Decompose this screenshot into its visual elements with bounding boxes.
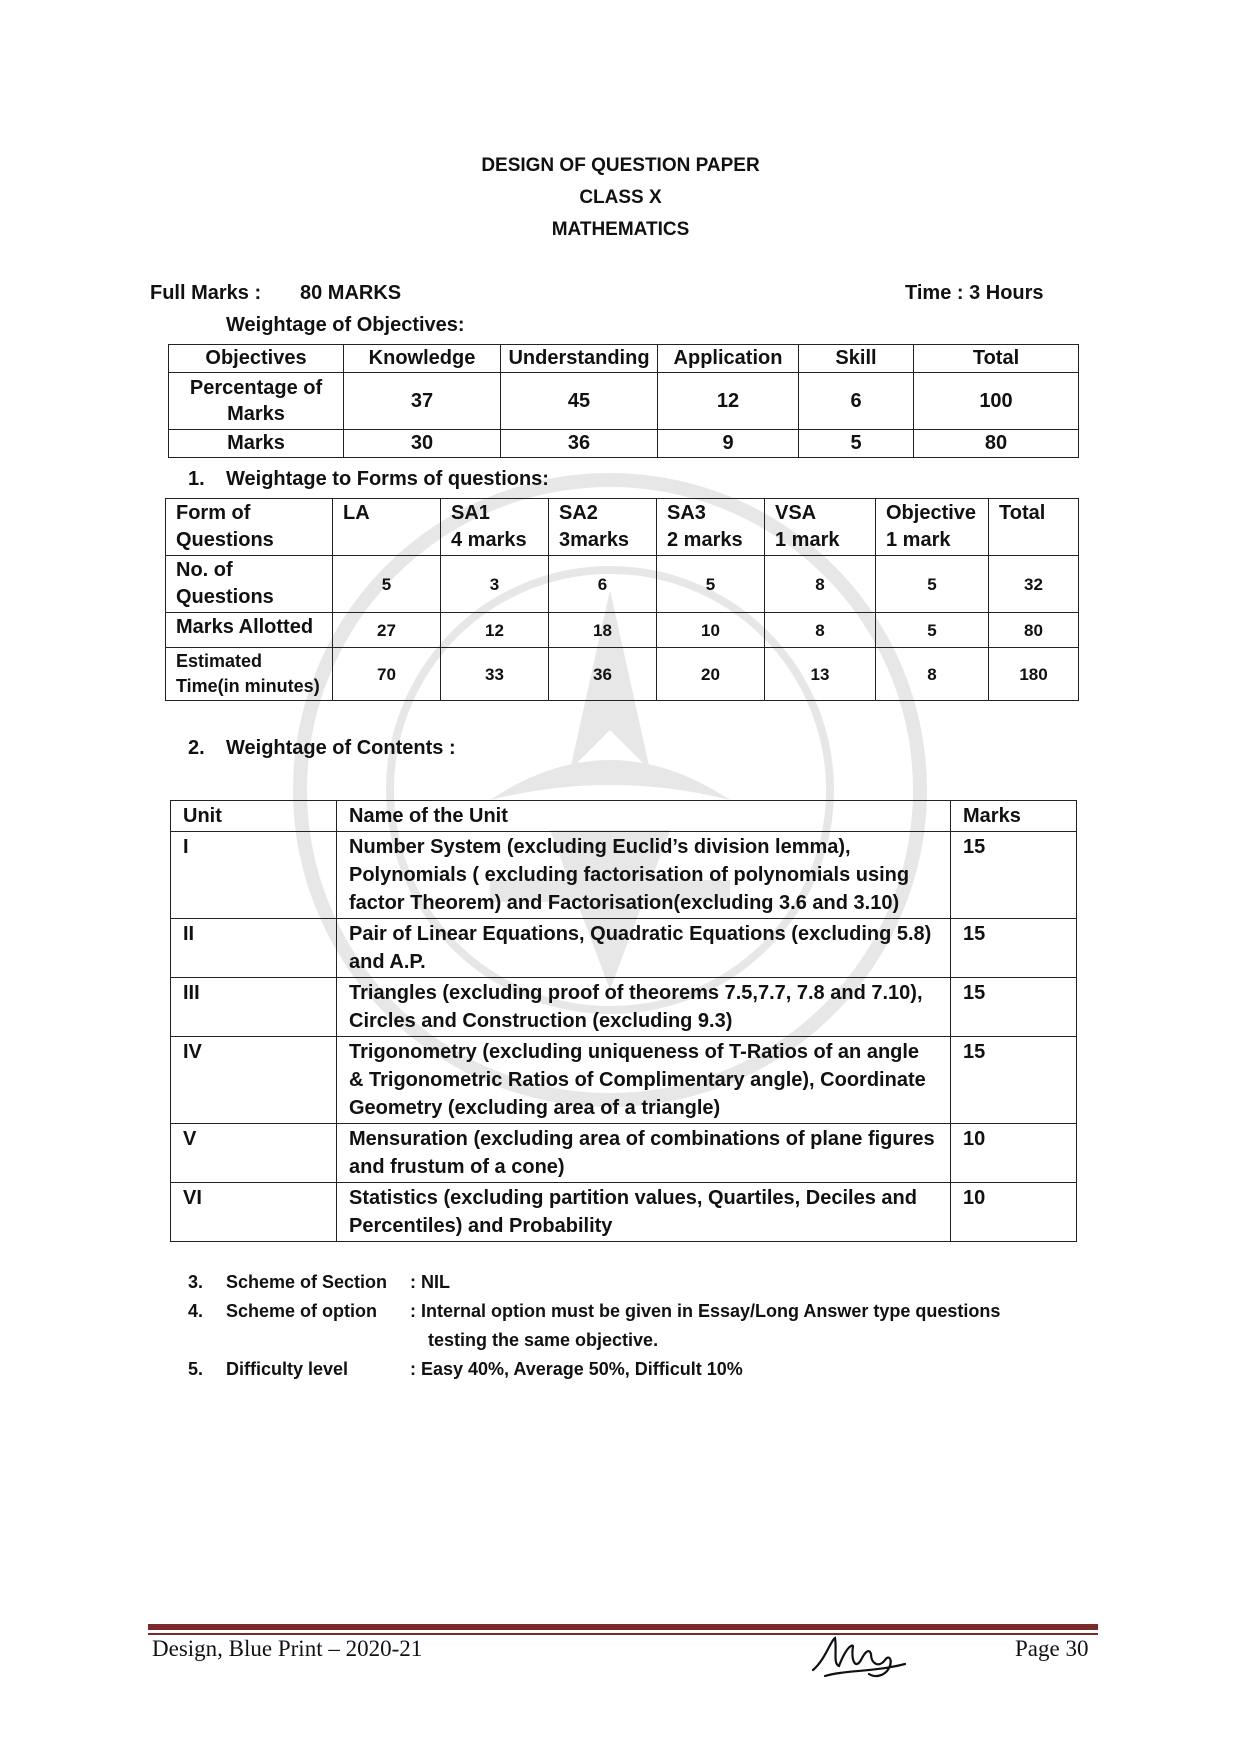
section-title: Weightage to Forms of questions: xyxy=(226,468,549,490)
full-marks xyxy=(150,282,402,305)
table-cell: 45 xyxy=(501,373,658,430)
table-cell: 27 xyxy=(333,613,441,648)
table-header-cell: Total xyxy=(914,345,1079,373)
unit-marks: 15 xyxy=(951,978,1077,1037)
unit-marks: 15 xyxy=(951,832,1077,919)
table-cell: 3 xyxy=(441,556,549,613)
table-header-cell: Name of the Unit xyxy=(337,801,951,832)
table-cell: 33 xyxy=(441,648,549,701)
table-cell: 8 xyxy=(765,613,876,648)
page-number: Page 30 xyxy=(1015,1636,1089,1661)
table-cell: 30 xyxy=(344,430,501,458)
contents-heading xyxy=(188,737,456,760)
table-cell: 18 xyxy=(549,613,657,648)
scheme-key: Scheme of Section xyxy=(226,1272,388,1292)
unit-name: Statistics (excluding partition values, Quartiles, Deciles and Percentiles) and Probability xyxy=(337,1183,951,1242)
table-cell: 12 xyxy=(441,613,549,648)
unit-marks: 10 xyxy=(951,1124,1077,1183)
table-row xyxy=(166,648,1079,701)
table-header-cell: Knowledge xyxy=(344,345,501,373)
footer-document-label: Design, Blue Print – 2020-21 xyxy=(152,1636,423,1661)
table-header-cell: Marks xyxy=(951,801,1077,832)
table-cell-label: Marks xyxy=(169,430,344,458)
subject-title: MATHEMATICS xyxy=(551,219,690,240)
table-cell: 5 xyxy=(876,613,989,648)
table-row xyxy=(169,345,1079,373)
unit-name: Trigonometry (excluding uniqueness of T-Ratios of an angle & Trigonometric Ratios of Complimentary angle), Coordinate Geometry (excluding area of a triangle) xyxy=(337,1037,951,1124)
scheme-key: Scheme of option xyxy=(226,1301,378,1321)
table-header-cell: Total xyxy=(989,499,1079,556)
table-header-cell: Form of Questions xyxy=(166,499,333,556)
table-cell: 36 xyxy=(549,648,657,701)
table-cell: 10 xyxy=(657,613,765,648)
unit-name: Mensuration (excluding area of combinations of plane figures and frustum of a cone) xyxy=(337,1124,951,1183)
table-row xyxy=(166,499,1079,556)
scheme-number: 5. xyxy=(188,1359,204,1379)
table-cell: 8 xyxy=(876,648,989,701)
table-header-cell: LA xyxy=(333,499,441,556)
objectives-table xyxy=(168,344,1079,458)
table-header-cell: VSA 1 mark xyxy=(765,499,876,556)
table-cell: 180 xyxy=(989,648,1079,701)
full-marks-label: Full Marks : xyxy=(150,282,262,304)
table-cell-label: Marks Allotted xyxy=(166,613,333,648)
table-header-cell: SA1 4 marks xyxy=(441,499,549,556)
table-cell: 6 xyxy=(549,556,657,613)
table-cell: 5 xyxy=(333,556,441,613)
scheme-value-continued: testing the same objective. xyxy=(428,1330,659,1350)
table-cell: 5 xyxy=(657,556,765,613)
table-cell: 13 xyxy=(765,648,876,701)
table-cell: 12 xyxy=(658,373,799,430)
forms-heading xyxy=(188,468,549,491)
table-cell: 100 xyxy=(914,373,1079,430)
unit-marks: 15 xyxy=(951,919,1077,978)
table-cell: 37 xyxy=(344,373,501,430)
contents-table xyxy=(170,800,1077,1242)
table-header-cell: Objectives xyxy=(169,345,344,373)
document-title: DESIGN OF QUESTION PAPER xyxy=(481,155,760,176)
table-row xyxy=(171,978,1077,1037)
unit-number: IV xyxy=(171,1037,337,1124)
table-header-cell: Understanding xyxy=(501,345,658,373)
scheme-value: : Easy 40%, Average 50%, Difficult 10% xyxy=(410,1359,743,1379)
table-row xyxy=(166,556,1079,613)
table-row xyxy=(171,1183,1077,1242)
forms-table xyxy=(165,498,1079,701)
unit-number: III xyxy=(171,978,337,1037)
table-row xyxy=(169,430,1079,458)
scheme-key: Difficulty level xyxy=(226,1359,349,1379)
objectives-heading: Weightage of Objectives: xyxy=(226,314,465,336)
table-cell: 80 xyxy=(989,613,1079,648)
table-row xyxy=(169,373,1079,430)
table-row xyxy=(171,1124,1077,1183)
class-title: CLASS X xyxy=(579,187,662,208)
table-cell-label: Percentage of Marks xyxy=(169,373,344,430)
table-header-cell: SA2 3marks xyxy=(549,499,657,556)
table-cell: 5 xyxy=(799,430,914,458)
unit-name: Pair of Linear Equations, Quadratic Equations (excluding 5.8) and A.P. xyxy=(337,919,951,978)
unit-marks: 10 xyxy=(951,1183,1077,1242)
table-cell: 36 xyxy=(501,430,658,458)
table-row xyxy=(166,613,1079,648)
section-title: Weightage of Contents : xyxy=(226,737,456,759)
unit-number: II xyxy=(171,919,337,978)
table-cell: 5 xyxy=(876,556,989,613)
scheme-value: : Internal option must be given in Essay/Long Answer type questions xyxy=(410,1301,1001,1321)
page-header xyxy=(0,150,1241,246)
table-cell: 9 xyxy=(658,430,799,458)
unit-name: Triangles (excluding proof of theorems 7.5,7.7, 7.8 and 7.10), Circles and Construction (excluding 9.3) xyxy=(337,978,951,1037)
table-cell: 70 xyxy=(333,648,441,701)
table-cell-label: Estimated Time(in minutes) xyxy=(166,648,333,701)
full-marks-value: 80 MARKS xyxy=(300,282,402,304)
signature-icon xyxy=(805,1630,915,1686)
table-cell: 8 xyxy=(765,556,876,613)
unit-marks: 15 xyxy=(951,1037,1077,1124)
table-cell: 6 xyxy=(799,373,914,430)
footer-divider-thin xyxy=(148,1633,1098,1635)
exam-time: Time : 3 Hours xyxy=(905,282,1044,304)
table-cell: 80 xyxy=(914,430,1079,458)
scheme-number: 4. xyxy=(188,1301,204,1321)
unit-number: VI xyxy=(171,1183,337,1242)
footer-divider xyxy=(148,1624,1098,1630)
unit-number: V xyxy=(171,1124,337,1183)
table-row xyxy=(171,832,1077,919)
unit-name: Number System (excluding Euclid’s division lemma), Polynomials ( excluding factorisation of polynomials using factor Theorem) and Factorisation(excluding 3.6 and 3.10) xyxy=(337,832,951,919)
table-row xyxy=(171,801,1077,832)
table-header-cell: Objective 1 mark xyxy=(876,499,989,556)
scheme-number: 3. xyxy=(188,1272,204,1292)
table-cell: 32 xyxy=(989,556,1079,613)
table-header-cell: SA3 2 marks xyxy=(657,499,765,556)
section-number: 1. xyxy=(188,468,205,490)
table-header-cell: Unit xyxy=(171,801,337,832)
section-number: 2. xyxy=(188,737,205,759)
table-header-cell: Skill xyxy=(799,345,914,373)
table-row xyxy=(171,1037,1077,1124)
table-cell: 20 xyxy=(657,648,765,701)
unit-number: I xyxy=(171,832,337,919)
table-header-cell: Application xyxy=(658,345,799,373)
table-row xyxy=(171,919,1077,978)
table-cell-label: No. of Questions xyxy=(166,556,333,613)
scheme-value: : NIL xyxy=(410,1272,450,1292)
